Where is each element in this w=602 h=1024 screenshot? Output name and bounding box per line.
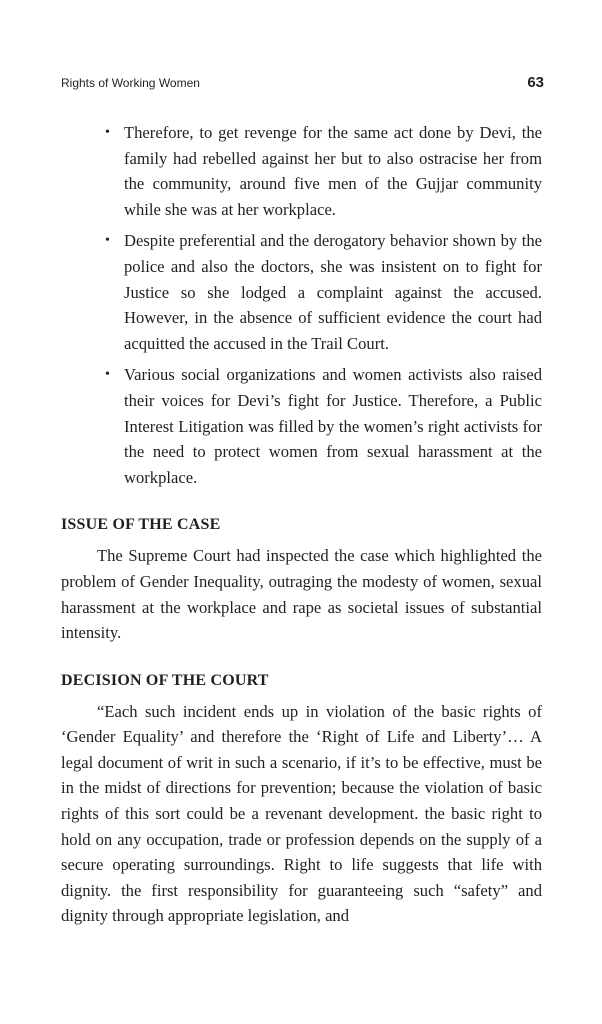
list-item bbox=[61, 362, 542, 490]
page-header bbox=[61, 74, 544, 94]
page-body bbox=[61, 120, 542, 929]
bullet-icon: • bbox=[105, 233, 110, 249]
page-number: 63 bbox=[527, 74, 544, 91]
list-item bbox=[61, 120, 542, 222]
bullet-text: Therefore, to get revenge for the same act done by Devi, the family had rebelled against her but to also ostracise her from the community, around five men of the Gujjar community while she was at her workplace. bbox=[124, 123, 542, 219]
issue-heading: ISSUE OF THE CASE bbox=[61, 516, 221, 534]
bullet-icon: • bbox=[105, 125, 110, 140]
bullet-icon: • bbox=[105, 367, 110, 383]
list-item bbox=[61, 228, 542, 356]
issue-paragraph: The Supreme Court had inspected the case which highlighted the problem of Gender Inequality, outraging the modesty of women, sexual harassment at the workplace and rape as societal issues of substantial intensity. bbox=[61, 546, 542, 643]
decision-paragraph: “Each such incident ends up in violation of the basic rights of ‘Gender Equality’ and therefore the ‘Right of Life and Liberty’… A legal document of writ in such a scenario, if it’s to be effective, must be in the midst of directions for prevention; because the violation of basic rights of this sort could be a revenant development. the basic right to hold on any occupation, trade or profession depends on the supply of a secure operating surroundings. Right to life suggests that life with dignity. the first responsibility for guaranteeing such “safety” and dignity through appropriate legislation, and bbox=[61, 701, 542, 926]
facts-bullet-list bbox=[61, 120, 542, 490]
bullet-text: Despite preferential and the derogatory behavior shown by the police and also the doctors, she was insistent on to fight for Justice so she lodged a complaint against the accused. However, in the absence of sufficient evidence the court had acquitted the accused in the Trail Court. bbox=[124, 231, 542, 353]
decision-heading: DECISION OF THE COURT bbox=[61, 671, 269, 689]
bullet-text: Various social organizations and women activists also raised their voices for Devi’s fight for Justice. Therefore, a Public Interest Litigation was filled by the women’s right activists for the need to protect women from sexual harassment at the workplace. bbox=[124, 365, 542, 487]
running-head: Rights of Working Women bbox=[61, 76, 200, 90]
